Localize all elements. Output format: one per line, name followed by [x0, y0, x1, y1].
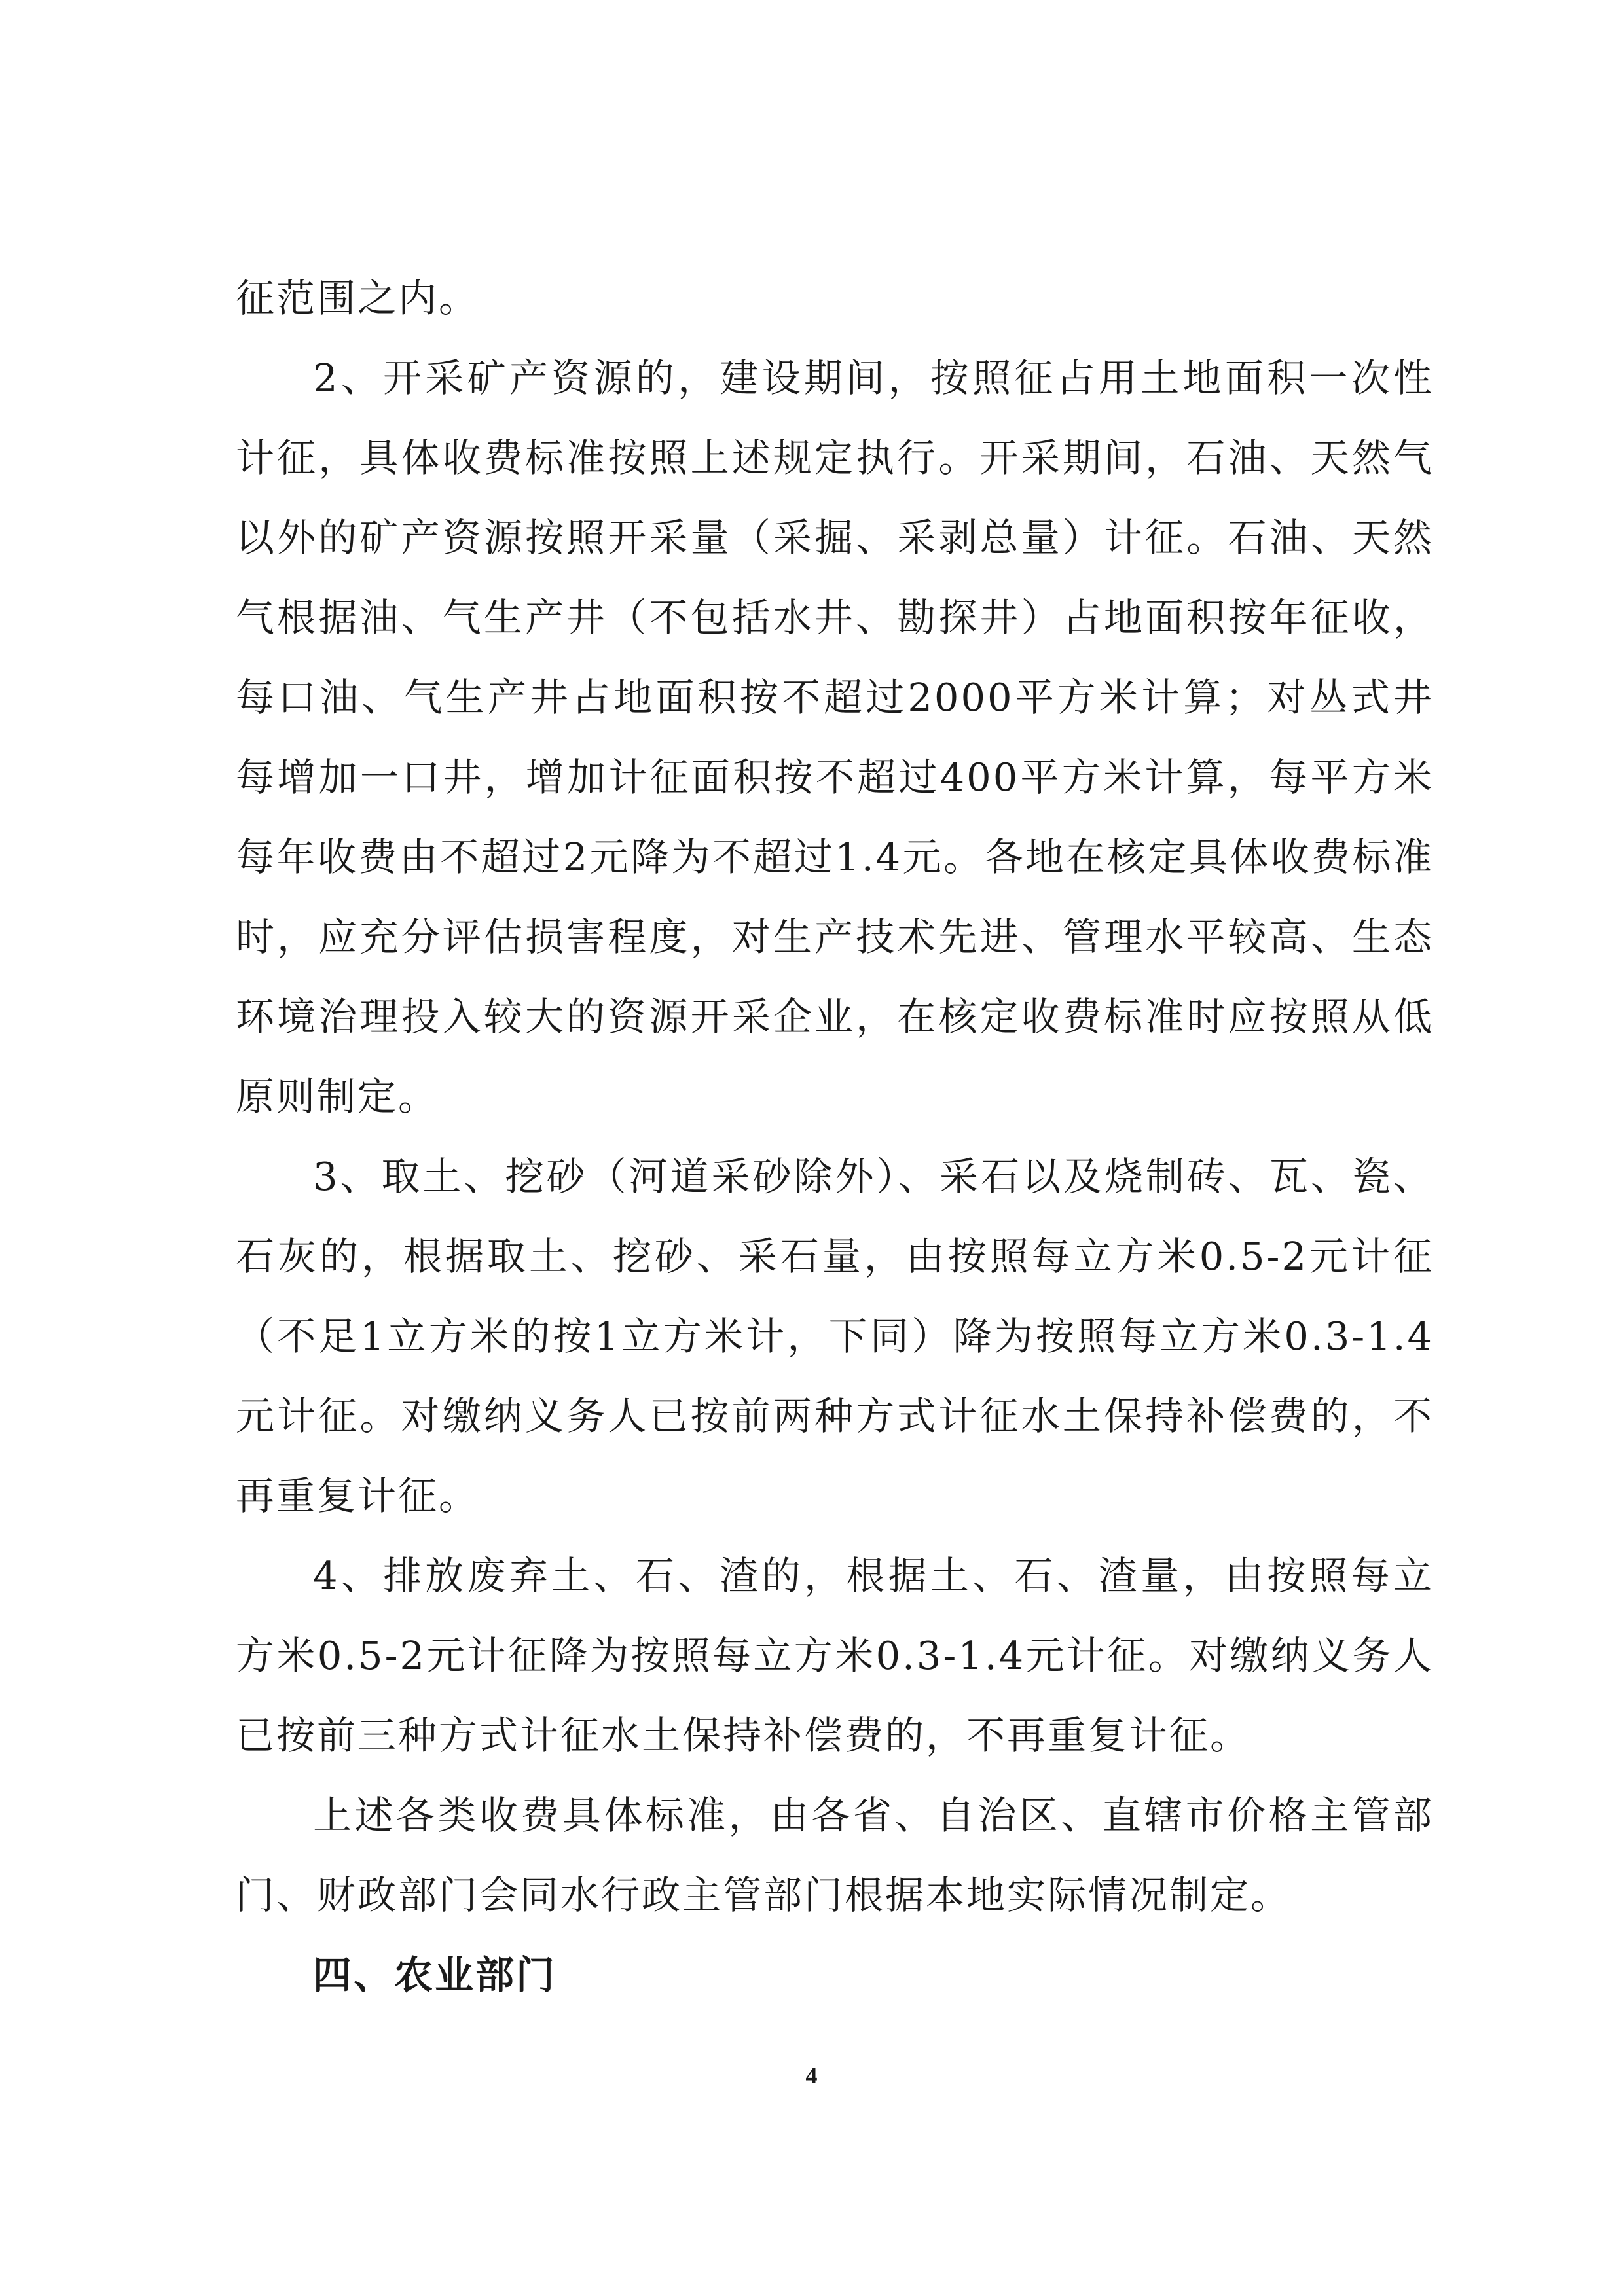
section-heading: 四、农业部门 [313, 1952, 557, 1998]
paragraph-continuation: 征范围之内。 [236, 276, 480, 321]
paragraph-standards-note: 上述各类收费具体标准，由各省、自治区、直辖市价格主管部门、财政部门会同水行政主管部门根据本地实际情况制定。 [236, 1793, 1434, 1918]
page-number: 4 [805, 2062, 818, 2089]
paragraph-item-4-waste-discharge: 4、排放废弃土、石、渣的，根据土、石、渣量，由按照每立方米0.5-2元计征降为按照每立方米0.3-1.4元计征。对缴纳义务人已按前三种方式计征水土保持补偿费的，不再重复计征。 [236, 1553, 1434, 1758]
paragraph-item-2-mining: 2、开采矿产资源的，建设期间，按照征占用土地面积一次性计征，具体收费标准按照上述规定执行。开采期间，石油、天然气以外的矿产资源按照开采量（采掘、采剥总量）计征。石油、天然气根据油、气生产井（不包括水井、勘探井）占地面积按年征收，每口油、气生产井占地面积按不超过2000平方米计算；对丛式井每增加一口井，增加计征面积按不超过400平方米计算，每平方米每年收费由不超过2元降为不超过1.4元。各地在核定具体收费标准时，应充分评估损害程度，对生产技术先进、管理水平较高、生态环境治理投入较大的资源开采企业，在核定收费标准时应按照从低原则制定。 [236, 355, 1434, 1119]
document-body [236, 259, 1434, 2015]
paragraph-item-3-soil-sand-stone: 3、取土、挖砂（河道采砂除外）、采石以及烧制砖、瓦、瓷、石灰的，根据取土、挖砂、采石量，由按照每立方米0.5-2元计征（不足1立方米的按1立方米计，下同）降为按照每立方米0.3-1.4元计征。对缴纳义务人已按前两种方式计征水土保持补偿费的，不再重复计征。 [236, 1154, 1434, 1518]
